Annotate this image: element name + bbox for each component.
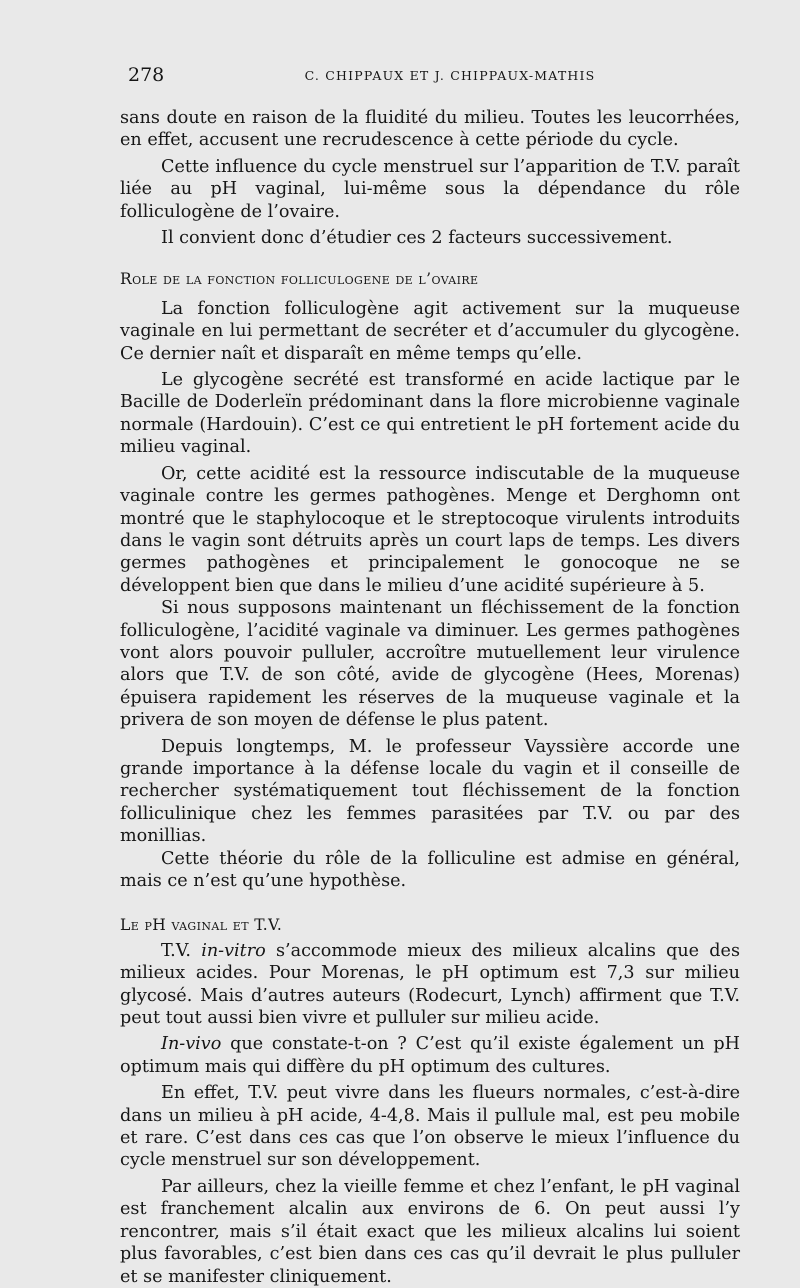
italic-term: In-vivo bbox=[161, 1034, 222, 1055]
section-heading: Le pH vaginal et T.V. bbox=[120, 916, 283, 935]
paragraph: Par ailleurs, chez la vieille femme et chez l’enfant, le pH vaginal est franchement alcalin aux environs de 6. On peut aussi l’y rencontrer, mais s’il était exact que les milieux alcalins lui soient plus favorables, c’est bien dans ces cas qu’il devrait le plus pulluler et se manifester cliniquement. bbox=[120, 1176, 740, 1287]
paragraph bbox=[120, 1033, 740, 1078]
page-number: 278 bbox=[128, 64, 165, 86]
paragraph: Le glycogène secrété est transformé en acide lactique par le Bacille de Doderleïn prédominant dans la flore microbienne vaginale normale (Hardouin). C’est ce qui entretient le pH fortement acide du milieu vaginal. bbox=[120, 370, 740, 458]
italic-term: in-vitro bbox=[201, 940, 266, 961]
paragraph-rest: que constate-t-on ? C’est qu’il existe également un pH optimum mais qui diffère du pH optimum des cultures. bbox=[120, 1034, 740, 1077]
paragraph: Cette influence du cycle menstruel sur l’apparition de T.V. paraît liée au pH vaginal, lui-même sous la dépendance du rôle folliculogène de l’ovaire. bbox=[120, 156, 740, 222]
paragraph: Depuis longtemps, M. le professeur Vayssière accorde une grande importance à la défense locale du vagin et il conseille de rechercher systématiquement tout fléchissement de la fonction folliculinique chez les femmes parasitées par T.V. ou par des monillias. bbox=[120, 736, 740, 847]
paragraph-rest: s’accommode mieux des milieux alcalins que des milieux acides. Pour Morenas, le pH optimum est 7,3 sur milieu glycosé. Mais d’autres auteurs (Rodecurt, Lynch) affirment que T.V. peut tout aussi bien vivre et pulluler sur milieu acide. bbox=[120, 940, 740, 1029]
paragraph: Or, cette acidité est la ressource indiscutable de la muqueuse vaginale contre les germes pathogènes. Menge et Derghomn ont montré que le staphylocoque et le streptocoque virulents introduits dans le vagin sont détruits après un court laps de temps. Les divers germes pathogènes et principalement le gonocoque ne se développent bien que dans le milieu d’une acidité supérieure à 5. bbox=[120, 463, 740, 596]
paragraph: Il convient donc d’étudier ces 2 facteurs successivement. bbox=[161, 228, 673, 249]
paragraph: Cette théorie du rôle de la folliculine est admise en général, mais ce n’est qu’une hypothèse. bbox=[120, 848, 740, 891]
running-head: C. CHIPPAUX ET J. CHIPPAUX-MATHIS bbox=[304, 68, 596, 83]
paragraph-lead: T.V. bbox=[161, 940, 202, 961]
paragraph bbox=[120, 940, 740, 1030]
paragraph: sans doute en raison de la fluidité du milieu. Toutes les leucorrhées, en effet, accusent une recrudescence à cette période du cycle. bbox=[120, 108, 740, 151]
paragraph: Si nous supposons maintenant un fléchissement de la fonction folliculogène, l’acidité vaginale va diminuer. Les germes pathogènes vont alors pouvoir pulluler, accroître mutuellement leur virulence alors que T.V. de son côté, avide de glycogène (Hees, Morenas) épuisera rapidement les réserves de la muqueuse vaginale et la privera de son moyen de défense le plus patent. bbox=[120, 598, 740, 731]
paragraph: La fonction folliculogène agit activement sur la muqueuse vaginale en lui permettant de secréter et d’accumuler du glycogène. Ce dernier naît et disparaît en même temps qu’elle. bbox=[120, 298, 740, 364]
body-text bbox=[120, 107, 740, 1288]
paragraph: En effet, T.V. peut vivre dans les flueurs normales, c’est-à-dire dans un milieu à pH acide, 4-4,8. Mais il pullule mal, est peu mobile et rare. C’est dans ces cas que l’on observe le mieux l’influence du cycle menstruel sur son développement. bbox=[120, 1083, 740, 1171]
section-heading: Role de la fonction folliculogene de l’ovaire bbox=[120, 270, 479, 289]
page-header bbox=[120, 64, 740, 88]
